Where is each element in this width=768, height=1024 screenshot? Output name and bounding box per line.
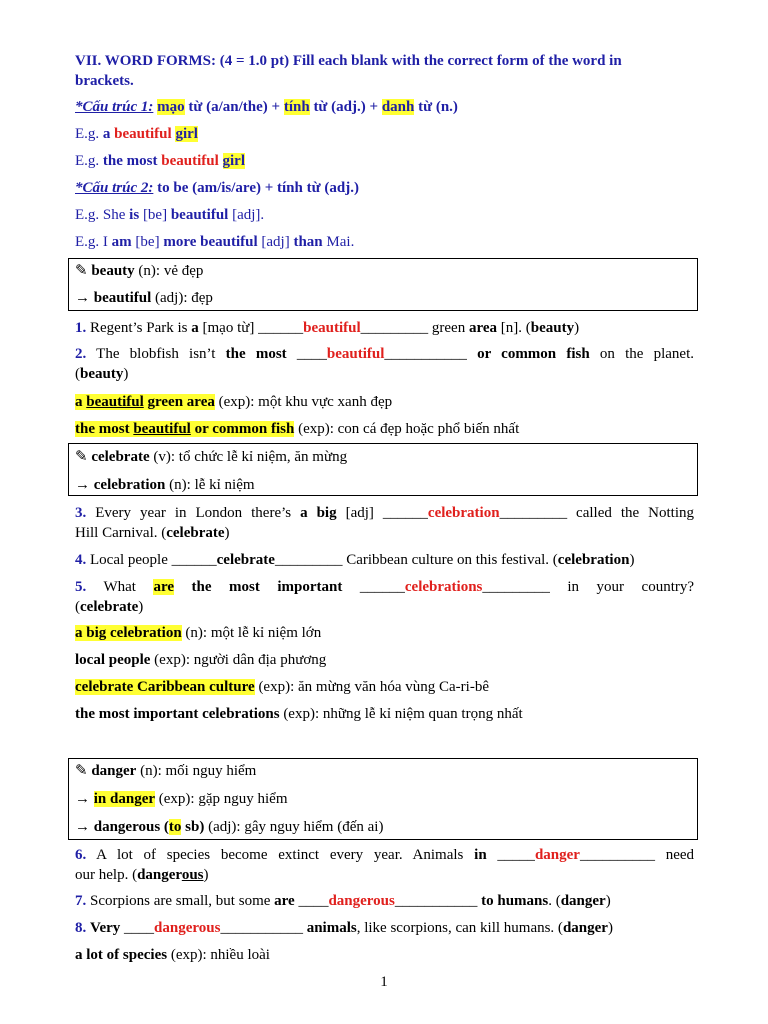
arrow-icon: → xyxy=(75,791,90,807)
text-run: ______ xyxy=(342,579,405,595)
text-run: a xyxy=(75,394,87,410)
question-2-hint xyxy=(75,364,128,384)
text-run: our help. ( xyxy=(75,867,138,883)
text-run: _________ called the Notting xyxy=(499,505,694,521)
question-4 xyxy=(75,550,634,570)
text-run: than xyxy=(293,234,323,250)
text-run: dangerous xyxy=(328,893,395,909)
text-run: 1. xyxy=(75,320,87,336)
text-run: are xyxy=(274,893,295,909)
text-run: local people xyxy=(75,652,151,668)
text-run: Mai. xyxy=(322,234,355,250)
text-run: beautiful xyxy=(303,320,361,336)
vocab-note xyxy=(75,623,321,643)
text-run: Very xyxy=(90,920,121,936)
text-run: danh xyxy=(381,99,415,115)
text-run: ____ xyxy=(120,920,155,936)
text-run: beauty xyxy=(530,320,575,336)
text-run: a big celebration xyxy=(75,625,182,641)
box-text xyxy=(91,263,203,279)
example-3 xyxy=(75,205,264,225)
text-run: beautiful xyxy=(114,126,172,142)
vocab-note xyxy=(75,945,270,965)
text-run: [adj] xyxy=(257,234,294,250)
text-run: the most xyxy=(225,346,287,362)
text-run: E.g. xyxy=(75,153,103,169)
question-7 xyxy=(75,891,611,911)
text-run: __________ need xyxy=(579,847,695,863)
text-run: celebrate xyxy=(216,552,275,568)
text-run: to be (am/is/are) + tính từ (adj.) xyxy=(153,180,359,196)
text-run: is xyxy=(129,207,140,223)
text-run: *Cấu trúc 1: xyxy=(75,99,154,115)
text-run: dangerous ( xyxy=(93,819,169,835)
vocab-box-danger xyxy=(68,758,698,840)
text-run: ) xyxy=(203,867,209,883)
text-run: [mạo từ] ______ xyxy=(198,320,304,336)
text-run xyxy=(219,153,223,169)
text-run: in danger xyxy=(93,791,156,807)
example-1 xyxy=(75,124,198,144)
box-line xyxy=(75,288,213,308)
text-run: E.g. xyxy=(75,126,103,142)
text-run: beautiful xyxy=(133,421,191,437)
text-run: từ (adj.) + xyxy=(309,99,382,115)
text-run: (exp): con cá đẹp hoặc phổ biến nhất xyxy=(294,421,520,437)
question-6 xyxy=(75,845,694,865)
text-run: beauty xyxy=(91,263,135,279)
text-run: to xyxy=(168,819,182,835)
text-run: (n): một lễ kỉ niệm lớn xyxy=(181,625,322,641)
box-line xyxy=(75,475,255,495)
arrow-icon: → xyxy=(75,819,90,835)
text-run: 6. xyxy=(75,847,87,863)
text-run: the most xyxy=(102,153,162,169)
text-run: [adj] ______ xyxy=(336,505,428,521)
question-3 xyxy=(75,503,694,523)
box-text xyxy=(94,477,255,493)
text-run: ) xyxy=(607,920,613,936)
text-run: ___________ xyxy=(220,920,307,936)
structure-2 xyxy=(75,178,359,198)
text-run: 7. xyxy=(75,893,87,909)
text-run: ) xyxy=(123,366,129,382)
text-run: a lot of species xyxy=(75,947,168,963)
vocab-note xyxy=(75,419,519,439)
text-run: Every year in London there’s xyxy=(86,505,301,521)
vocab-note xyxy=(75,392,392,412)
text-run: (adj): gây nguy hiểm (đến ai) xyxy=(204,819,384,835)
text-run: [n]. ( xyxy=(497,320,531,336)
text-run: *Cấu trúc 2: xyxy=(75,180,154,196)
text-run: Regent’s Park is xyxy=(86,320,192,336)
text-run: animals xyxy=(306,920,357,936)
text-run: beautiful xyxy=(170,207,229,223)
question-2 xyxy=(75,344,694,364)
text-run: beautiful xyxy=(326,346,385,362)
page-number: 1 xyxy=(380,974,388,990)
text-run: ) xyxy=(574,320,580,336)
box-line xyxy=(75,447,347,467)
text-run: am xyxy=(111,234,132,250)
text-run: E.g. I xyxy=(75,234,112,250)
text-run: beauty xyxy=(80,366,124,382)
example-4 xyxy=(75,232,354,252)
text-run: to humans xyxy=(481,893,549,909)
text-run: danger xyxy=(534,847,580,863)
text-run: ) xyxy=(138,599,144,615)
text-run: _____ xyxy=(486,847,535,863)
text-run: 5. xyxy=(75,579,87,595)
question-3-hint xyxy=(75,523,230,543)
vocab-note xyxy=(75,650,326,670)
text-run: ) xyxy=(224,525,230,541)
box-text xyxy=(91,763,256,779)
question-6-hint xyxy=(75,865,209,885)
text-run: celebrate Caribbean culture xyxy=(75,679,255,695)
vocab-box-celebrate xyxy=(68,443,698,496)
text-run: từ (a/an/the) + xyxy=(184,99,284,115)
text-run: , like scorpions, can kill humans. ( xyxy=(356,920,563,936)
text-run: 2. xyxy=(75,346,87,362)
text-run: (v): tổ chức lễ kỉ niệm, ăn mừng xyxy=(149,449,348,465)
text-run: the most xyxy=(75,421,134,437)
text-run: A lot of species become extinct every year. Animals xyxy=(86,847,475,863)
arrow-icon: → xyxy=(75,477,90,493)
text-run: ( xyxy=(75,599,80,615)
text-run: danger xyxy=(91,763,137,779)
text-run: (exp): nhiều loài xyxy=(167,947,270,963)
text-run: celebrate xyxy=(91,449,150,465)
text-run: in xyxy=(474,847,487,863)
text-run: ) xyxy=(629,552,635,568)
text-run: beautiful xyxy=(86,394,144,410)
text-run: a xyxy=(191,320,199,336)
text-run: Local people ______ xyxy=(86,552,217,568)
text-run: danger xyxy=(137,867,182,883)
text-run: (exp): gặp nguy hiểm xyxy=(155,791,288,807)
question-5-hint xyxy=(75,597,143,617)
text-run: 3. xyxy=(75,505,87,521)
box-line xyxy=(75,789,287,809)
text-run: celebration xyxy=(557,552,630,568)
text-run: (adj): đẹp xyxy=(151,290,213,306)
text-run: celebrate xyxy=(80,599,139,615)
text-run: [be] xyxy=(139,207,171,223)
text-run: danger xyxy=(560,893,606,909)
text-run: or common fish xyxy=(477,346,590,362)
text-run: Hill Carnival. ( xyxy=(75,525,167,541)
text-run: (n): vẻ đẹp xyxy=(134,263,204,279)
text-run: area xyxy=(468,320,497,336)
question-1 xyxy=(75,318,579,338)
vocab-note xyxy=(75,677,489,697)
text-run: [be] xyxy=(131,234,164,250)
text-run xyxy=(174,579,192,595)
text-run: dangerous xyxy=(154,920,221,936)
text-run: on the planet. xyxy=(589,346,694,362)
box-text xyxy=(91,449,347,465)
text-run: a xyxy=(102,126,115,142)
text-run: 8. xyxy=(75,920,87,936)
text-run: 4. xyxy=(75,552,87,568)
text-run: or common fish xyxy=(190,421,295,437)
text-run: _________ Caribbean culture on this festival. ( xyxy=(274,552,558,568)
text-run: (exp): người dân địa phương xyxy=(150,652,327,668)
text-run: (exp): ăn mừng văn hóa vùng Ca-ri-bê xyxy=(254,679,489,695)
text-run: more beautiful xyxy=(163,234,258,250)
question-5 xyxy=(75,577,694,597)
text-run: E.g. She xyxy=(75,207,130,223)
pencil-icon: ✎ xyxy=(75,449,88,465)
text-run: celebration xyxy=(93,477,166,493)
text-run: the most important xyxy=(191,579,343,595)
text-run: (exp): những lễ kỉ niệm quan trọng nhất xyxy=(279,706,523,722)
text-run: [adj]. xyxy=(228,207,265,223)
text-run: tính xyxy=(283,99,310,115)
text-run: girl xyxy=(175,126,198,142)
text-run: ous xyxy=(181,867,204,883)
text-run: ____ xyxy=(294,893,329,909)
text-run: mạo xyxy=(157,99,185,115)
text-run: the most important celebrations xyxy=(75,706,280,722)
text-run: celebration xyxy=(427,505,500,521)
text-run: What xyxy=(86,579,154,595)
text-run: từ (n.) xyxy=(414,99,458,115)
section-title: VII. WORD FORMS: (4 = 1.0 pt) Fill each blank with the correct form of the word in xyxy=(75,53,622,69)
text-run: celebrations xyxy=(404,579,483,595)
pencil-icon: ✎ xyxy=(75,763,88,779)
box-text xyxy=(94,791,288,807)
text-run: a big xyxy=(300,505,337,521)
text-run: girl xyxy=(222,153,246,169)
section-title-continued: brackets. xyxy=(75,73,134,89)
text-run: beautiful xyxy=(93,290,152,306)
box-text xyxy=(94,819,384,835)
text-run: sb) xyxy=(181,819,205,835)
box-line xyxy=(75,817,383,837)
text-run: _________ in your country? xyxy=(482,579,695,595)
text-run: green area xyxy=(143,394,215,410)
arrow-icon: → xyxy=(75,290,90,306)
structure-1 xyxy=(75,97,458,117)
box-line xyxy=(75,761,256,781)
text-run: ____ xyxy=(286,346,327,362)
text-run: ) xyxy=(605,893,611,909)
question-8 xyxy=(75,918,613,938)
text-run: _________ green xyxy=(360,320,469,336)
text-run: ___________ xyxy=(394,893,482,909)
text-run: beautiful xyxy=(161,153,219,169)
text-run: are xyxy=(153,579,175,595)
text-run: (n): mối nguy hiểm xyxy=(136,763,257,779)
text-run: The blobfish isn’t xyxy=(86,346,226,362)
box-text xyxy=(94,290,213,306)
vocab-note xyxy=(75,704,523,724)
pencil-icon: ✎ xyxy=(75,263,88,279)
text-run: (exp): một khu vực xanh đẹp xyxy=(214,394,393,410)
text-run: (n): lễ kỉ niệm xyxy=(165,477,255,493)
text-run: . ( xyxy=(548,893,561,909)
example-2 xyxy=(75,151,245,171)
text-run: ( xyxy=(75,366,80,382)
box-line xyxy=(75,261,203,281)
text-run: ___________ xyxy=(384,346,478,362)
text-run: danger xyxy=(562,920,608,936)
vocab-box-beauty xyxy=(68,258,698,311)
text-run: celebrate xyxy=(166,525,225,541)
text-run: Scorpions are small, but some xyxy=(86,893,275,909)
